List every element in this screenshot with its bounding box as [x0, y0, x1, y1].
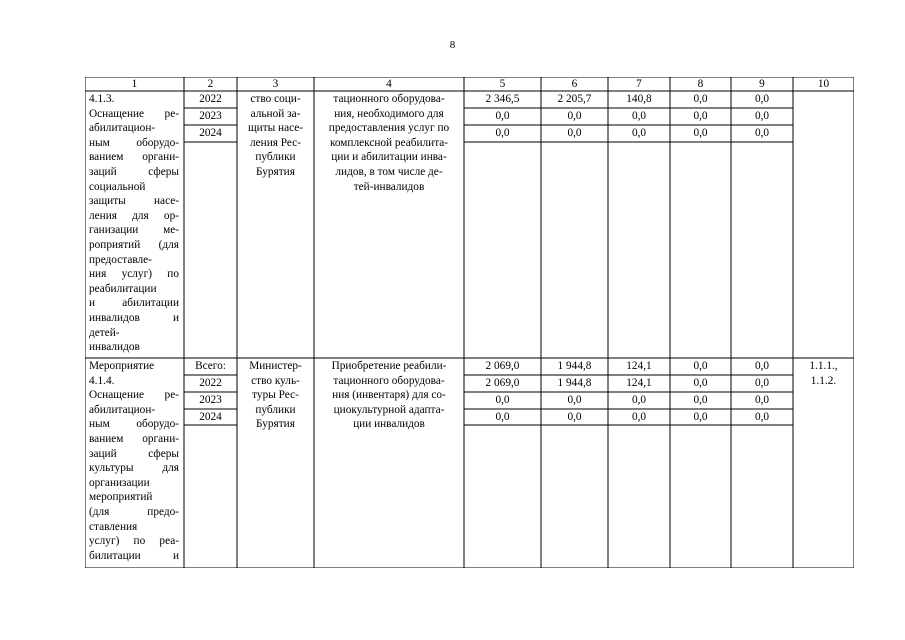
- executor-line: публики: [255, 403, 296, 416]
- measure-name-line: детей-: [89, 326, 120, 339]
- value-cell-col-7: 0,0: [631, 394, 647, 406]
- year-cell: 2024: [199, 411, 222, 423]
- column-header-4: 4: [386, 78, 392, 90]
- value-cell-col-9: 0,0: [754, 411, 770, 423]
- measure-name-line: ления для ор-: [89, 209, 179, 222]
- value-cell-col-9: 0,0: [754, 377, 770, 389]
- description-line: комплексной реабилита-: [329, 136, 449, 149]
- measure-name-line: культуры для: [89, 462, 179, 475]
- measure-name-line: инвалидов и: [89, 312, 179, 324]
- measure-name-line: 4.1.3.: [89, 93, 115, 105]
- measure-name-line: билитации и: [89, 549, 179, 562]
- value-cell-col-9: 0,0: [754, 394, 770, 406]
- executor-line: Бурятия: [256, 418, 295, 431]
- measure-name-line: абилитацион-: [89, 403, 156, 416]
- column-header-6: 6: [571, 78, 578, 90]
- column-header-3: 3: [272, 78, 279, 90]
- column-header-9: 9: [759, 78, 765, 90]
- value-cell-col-8: 0,0: [693, 360, 708, 372]
- executor-line: ство соци-: [250, 93, 301, 105]
- description-line: предоставления услуг по: [328, 122, 450, 135]
- value-cell-col-6: 2 205,7: [557, 93, 592, 105]
- value-cell-col-5: 2 069,0: [485, 360, 520, 372]
- measure-name-line: ным оборудо-: [89, 418, 179, 431]
- measure-name-line: роприятий (для: [89, 239, 179, 251]
- value-cell-col-9: 0,0: [754, 360, 770, 372]
- value-cell-col-7: 140,8: [626, 93, 652, 105]
- executor-line: ления Рес-: [250, 136, 301, 149]
- executor-line: Министер-: [249, 360, 302, 372]
- value-cell-col-6: 0,0: [567, 110, 582, 122]
- description-line: циокультурной адапта-: [333, 403, 445, 416]
- description-line: ния, необходимого для: [334, 107, 444, 120]
- value-cell-col-7: 124,1: [626, 360, 652, 372]
- value-cell-col-6: 0,0: [567, 127, 582, 139]
- value-cell-col-6: 1 944,8: [557, 377, 592, 389]
- measure-name-line: Оснащение ре-: [89, 107, 179, 120]
- measure-name-line: заций сферы: [89, 166, 179, 178]
- description-line: ния (инвентаря) для со-: [332, 389, 446, 402]
- executor-line: Бурятия: [256, 166, 295, 178]
- value-cell-col-5: 0,0: [495, 110, 510, 122]
- reference-line: 1.1.2.: [810, 374, 837, 387]
- value-cell-col-8: 0,0: [693, 377, 708, 389]
- measure-name-line: Мероприятие: [89, 360, 155, 372]
- measure-name-line: ставления: [89, 520, 138, 533]
- value-cell-col-8: 0,0: [693, 394, 708, 406]
- measure-name-line: и абилитации: [89, 297, 179, 310]
- table-grid: [85, 77, 854, 568]
- year-cell: 2022: [199, 377, 222, 389]
- value-cell-col-7: 0,0: [631, 411, 647, 423]
- description-line: лидов, в том числе де-: [335, 166, 443, 178]
- column-header-2: 2: [207, 78, 214, 90]
- value-cell-col-5: 0,0: [495, 411, 510, 423]
- description-line: тационного оборудова-: [333, 93, 445, 105]
- description-line: тей-инвалидов: [353, 180, 425, 193]
- value-cell-col-6: 0,0: [567, 411, 582, 423]
- executor-line: щиты насе-: [247, 122, 304, 135]
- year-cell: 2023: [199, 110, 222, 122]
- column-header-8: 8: [697, 78, 704, 90]
- year-cell: 2024: [199, 127, 222, 139]
- measure-name-line: реабилитации: [89, 282, 157, 295]
- measure-name-line: ния услуг) по: [89, 268, 179, 281]
- description-line: тационного оборудова-: [333, 374, 445, 387]
- value-cell-col-8: 0,0: [693, 127, 708, 139]
- description-line: Приобретение реабили-: [331, 360, 447, 372]
- value-cell-col-5: 2 069,0: [485, 377, 520, 389]
- column-header-5: 5: [499, 78, 506, 90]
- measure-name-line: ванием органи-: [89, 433, 179, 445]
- measure-name-line: ным оборудо-: [89, 136, 179, 149]
- measure-name-line: организации: [89, 476, 150, 489]
- value-cell-col-5: 2 346,5: [485, 93, 520, 105]
- column-header-1: 1: [131, 78, 138, 90]
- description-line: ции и абилитации инва-: [331, 151, 447, 164]
- value-cell-col-7: 0,0: [631, 127, 647, 139]
- value-cell-col-5: 0,0: [495, 394, 510, 406]
- value-cell-col-8: 0,0: [693, 110, 708, 122]
- description-line: ции инвалидов: [353, 418, 425, 431]
- page-number: 8: [449, 39, 456, 51]
- year-cell: 2023: [199, 394, 222, 406]
- executor-line: туры Рес-: [252, 389, 299, 402]
- year-cell: 2022: [199, 93, 222, 105]
- measure-name-line: 4.1.4.: [89, 374, 115, 387]
- executor-line: публики: [255, 151, 296, 164]
- measure-name-line: заций сферы: [89, 447, 179, 460]
- measure-name-line: Оснащение ре-: [89, 389, 179, 402]
- value-cell-col-5: 0,0: [495, 127, 510, 139]
- value-cell-col-9: 0,0: [754, 110, 770, 122]
- measure-name-line: мероприятий: [89, 491, 153, 504]
- column-header-10: 10: [817, 78, 830, 90]
- value-cell-col-6: 0,0: [567, 394, 582, 406]
- measure-name-line: защиты насе-: [89, 195, 179, 208]
- value-cell-col-6: 1 944,8: [557, 360, 592, 372]
- year-cell: Всего:: [195, 360, 226, 372]
- column-header-7: 7: [636, 78, 642, 90]
- measure-name-line: абилитацион-: [89, 122, 156, 135]
- measure-name-line: инвалидов: [89, 341, 140, 354]
- measure-name-line: социальной: [89, 180, 146, 193]
- value-cell-col-7: 124,1: [626, 377, 652, 389]
- value-cell-col-8: 0,0: [693, 93, 708, 105]
- value-cell-col-9: 0,0: [754, 127, 770, 139]
- measure-name-line: (для предо-: [89, 506, 179, 518]
- executor-line: ство куль-: [251, 374, 300, 387]
- measure-name-line: ганизации ме-: [89, 224, 179, 237]
- value-cell-col-9: 0,0: [754, 93, 770, 105]
- value-cell-col-7: 0,0: [631, 110, 647, 122]
- reference-line: 1.1.1.,: [809, 360, 838, 372]
- measure-name-line: услуг) по реа-: [89, 535, 179, 548]
- executor-line: альной за-: [250, 107, 301, 120]
- value-cell-col-8: 0,0: [693, 411, 708, 423]
- measure-name-line: ванием органи-: [89, 151, 179, 164]
- measure-name-line: предоставле-: [89, 253, 152, 266]
